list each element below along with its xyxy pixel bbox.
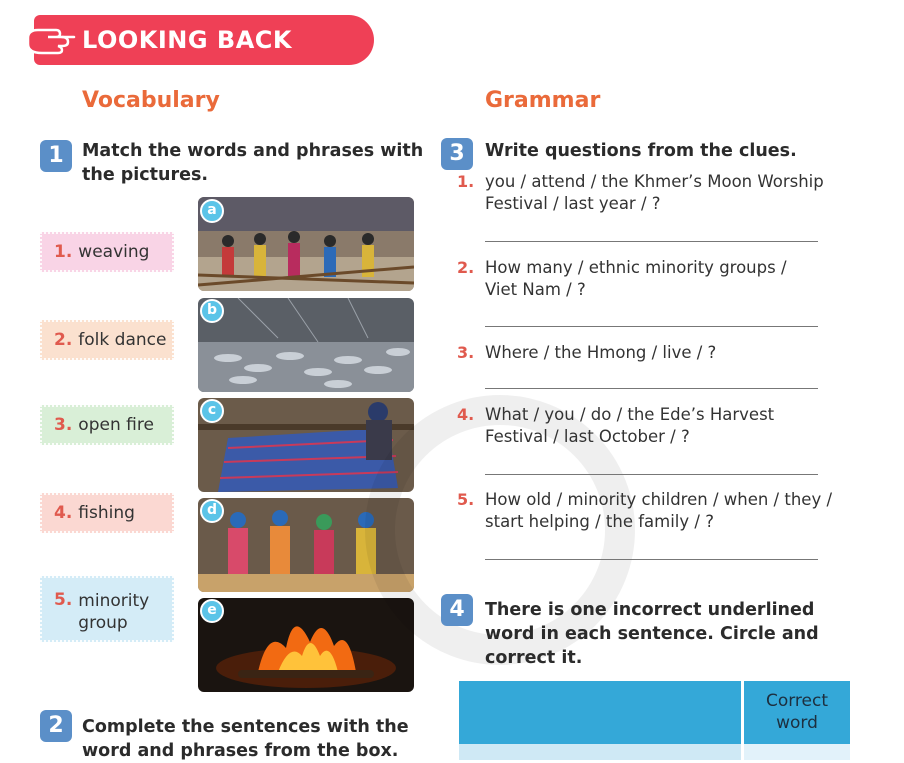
weaving-photo: [198, 398, 414, 492]
word-box-weaving[interactable]: 1. weaving: [40, 232, 174, 272]
exercise-2-instruction: Complete the sentences with the word and phrases from the box.: [82, 717, 409, 761]
exercise-1-number: 1: [40, 140, 72, 172]
answer-line-1[interactable]: [485, 241, 818, 242]
question-3-text: Where / the Hmong / live / ?: [485, 343, 717, 362]
question-1-text: you / attend / the Khmer’s Moon Worship Festival / last year / ?: [485, 172, 824, 213]
question-4-text: What / you / do / the Ede’s Harvest Festival / last October / ?: [485, 405, 775, 446]
pointing-hand-icon: [22, 18, 78, 62]
question-1-number: 1.: [457, 172, 475, 191]
question-2-text: How many / ethnic minority groups / Viet Nam / ?: [485, 258, 787, 299]
exercise-4-number: 4: [441, 594, 473, 626]
exercise-3-instruction: Write questions from the clues.: [485, 141, 797, 161]
question-2-number: 2.: [457, 258, 475, 277]
picture-letter-a: a: [200, 199, 224, 223]
fishing-photo: [198, 298, 414, 392]
picture-letter-e: e: [200, 599, 224, 623]
open-fire-photo: [198, 598, 414, 692]
answer-line-4[interactable]: [485, 474, 818, 475]
question-4-number: 4.: [457, 405, 475, 424]
grammar-heading: Grammar: [485, 88, 601, 113]
exercise-4-table-answer-cell[interactable]: [744, 744, 850, 760]
exercise-4-instruction: There is one incorrect underlined word in each sentence. Circle and correct it.: [485, 600, 819, 668]
picture-letter-d: d: [200, 499, 224, 523]
vocabulary-heading: Vocabulary: [82, 88, 220, 113]
minority-group-photo: [198, 498, 414, 592]
question-5-number: 5.: [457, 490, 475, 509]
correct-word-column-title: Correct word: [765, 691, 829, 733]
word-box-fishing[interactable]: 4. fishing: [40, 493, 174, 533]
picture-letter-b: b: [200, 299, 224, 323]
question-3-number: 3.: [457, 343, 475, 362]
exercise-1-instruction: Match the words and phrases with the pictures.: [82, 141, 424, 185]
banner-title: LOOKING BACK: [82, 26, 292, 54]
answer-line-3[interactable]: [485, 388, 818, 389]
folk-dance-photo: [198, 197, 414, 291]
word-box-folk-dance[interactable]: 2. folk dance: [40, 320, 174, 360]
answer-line-5[interactable]: [485, 559, 818, 560]
word-box-open-fire[interactable]: 3. open fire: [40, 405, 174, 445]
exercise-3-number: 3: [441, 138, 473, 170]
question-5-text: How old / minority children / when / they / start helping / the family / ?: [485, 490, 833, 531]
word-box-minority-group[interactable]: 5. minority group: [40, 576, 174, 642]
exercise-2-number: 2: [40, 710, 72, 742]
picture-letter-c: c: [200, 399, 224, 423]
answer-line-2[interactable]: [485, 326, 818, 327]
